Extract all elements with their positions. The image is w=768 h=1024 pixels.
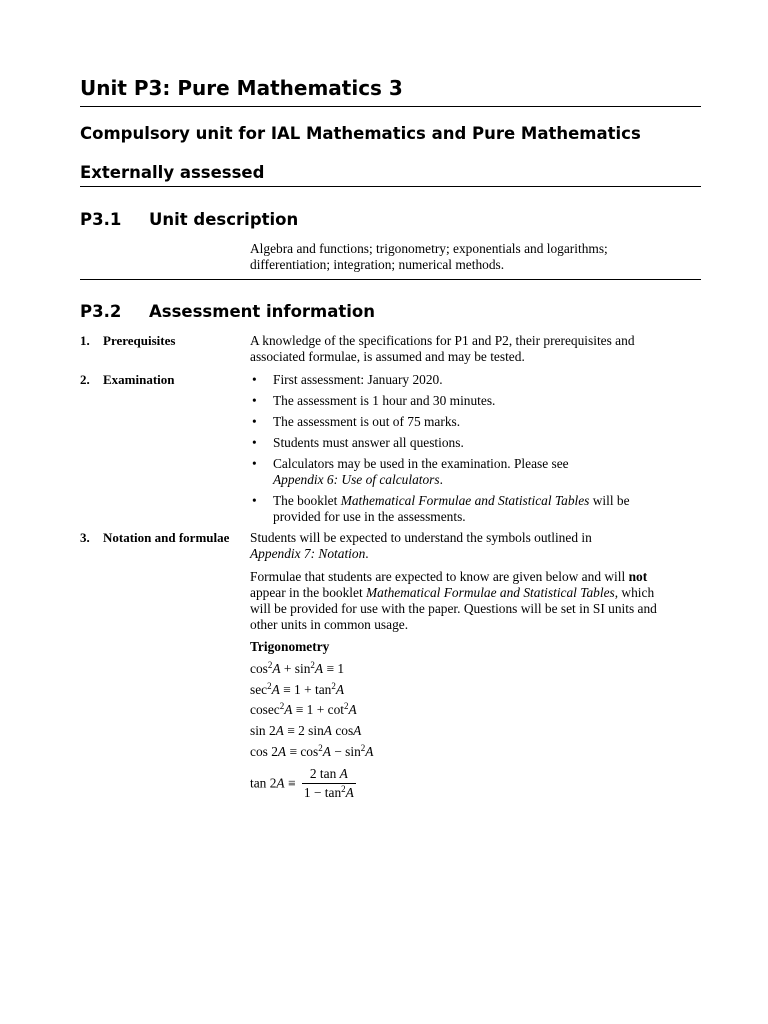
section-title: Unit description — [149, 210, 299, 229]
formula-sin-double: sin 2A ≡ 2 sinA cosA — [250, 723, 362, 738]
formula-cos-double: $\cos 2A \equiv \cos^2A - \sin^2A$ — [250, 743, 374, 759]
booklet-title: Mathematical Formulae and Statistical Tables — [366, 585, 615, 600]
notation-paragraph: Students will be expected to understand the symbols outlined in Appendix 7: Notation. — [250, 530, 592, 561]
list-item: • The assessment is out of 75 marks. — [252, 414, 461, 429]
appendix-reference: Appendix 6: Use of calculators — [273, 472, 440, 487]
bullet-icon: • — [252, 393, 257, 408]
bullet-icon: • — [252, 372, 257, 387]
bullet-icon: • — [252, 435, 257, 450]
bullet-icon: • — [252, 414, 257, 429]
unit-subtitle: Compulsory unit for IAL Mathematics and Pure Mathematics — [80, 124, 641, 143]
assessment-type: Externally assessed — [80, 163, 265, 182]
list-item: • Calculators may be used in the examination. Please see Appendix 6: Use of calculators. — [252, 456, 569, 487]
examination-list — [250, 372, 690, 530]
fraction: $\frac{\text{2 tan A}}{1 - \tan^2A}$ — [303, 766, 354, 800]
list-item: • The booklet Mathematical Formulae and Statistical Tables will be provided for use in the assessments. — [252, 493, 630, 524]
trigonometry-heading: Trigonometry — [250, 639, 330, 654]
section-heading-unit-description — [80, 210, 298, 229]
formula-cosec: $cosec^2A \equiv 1 + \cot^2A$ — [250, 701, 357, 717]
section-heading-assessment-information — [80, 302, 375, 321]
section-number: P3.1 — [80, 210, 122, 229]
formula-tan-double: tan 2A ≡ $\frac{\text{2 tan A}}{1 - \tan^2A}$ — [250, 766, 354, 800]
list-item: • The assessment is 1 hour and 30 minutes. — [252, 393, 496, 408]
section-title: Assessment information — [149, 302, 376, 321]
bullet-icon: • — [252, 456, 257, 471]
appendix-reference: Appendix 7: Notation — [250, 546, 366, 561]
title-rule — [80, 106, 701, 107]
prerequisites-text: A knowledge of the specifications for P1 and P2, their prerequisites and associated formulae, is assumed and may be tested. — [250, 333, 635, 364]
section-number: P3.2 — [80, 302, 122, 321]
formula-sec: $\sec^2A \equiv 1 + \tan^2A$ — [250, 681, 345, 697]
booklet-title: Mathematical Formulae and Statistical Tables — [340, 493, 590, 508]
list-item: • Students must answer all questions. — [252, 435, 464, 450]
formula-pythagorean: $\cos^2A + \sin^2A \equiv 1$ — [250, 660, 345, 676]
unit-description-text: Algebra and functions; trigonometry; exponentials and logarithms; differentiation; integration; numerical methods. — [250, 241, 608, 272]
formulae-paragraph: Formulae that students are expected to know are given below and will not appear in the booklet Mathematical Formulae and Statistical Tables, which will be provided for use with the paper. Questions will be set in SI units and other units in common usage. — [250, 569, 657, 632]
examination-label: 2. Examination — [80, 372, 175, 387]
list-item: • First assessment: January 2020. — [252, 372, 443, 387]
assessed-rule — [80, 186, 701, 187]
notation-label: 3. Notation and formulae — [80, 530, 230, 545]
section-rule — [80, 279, 701, 280]
bullet-icon: • — [252, 493, 257, 508]
page-title: Unit P3: Pure Mathematics 3 — [80, 76, 403, 100]
prerequisites-label: 1. Prerequisites — [80, 333, 176, 348]
